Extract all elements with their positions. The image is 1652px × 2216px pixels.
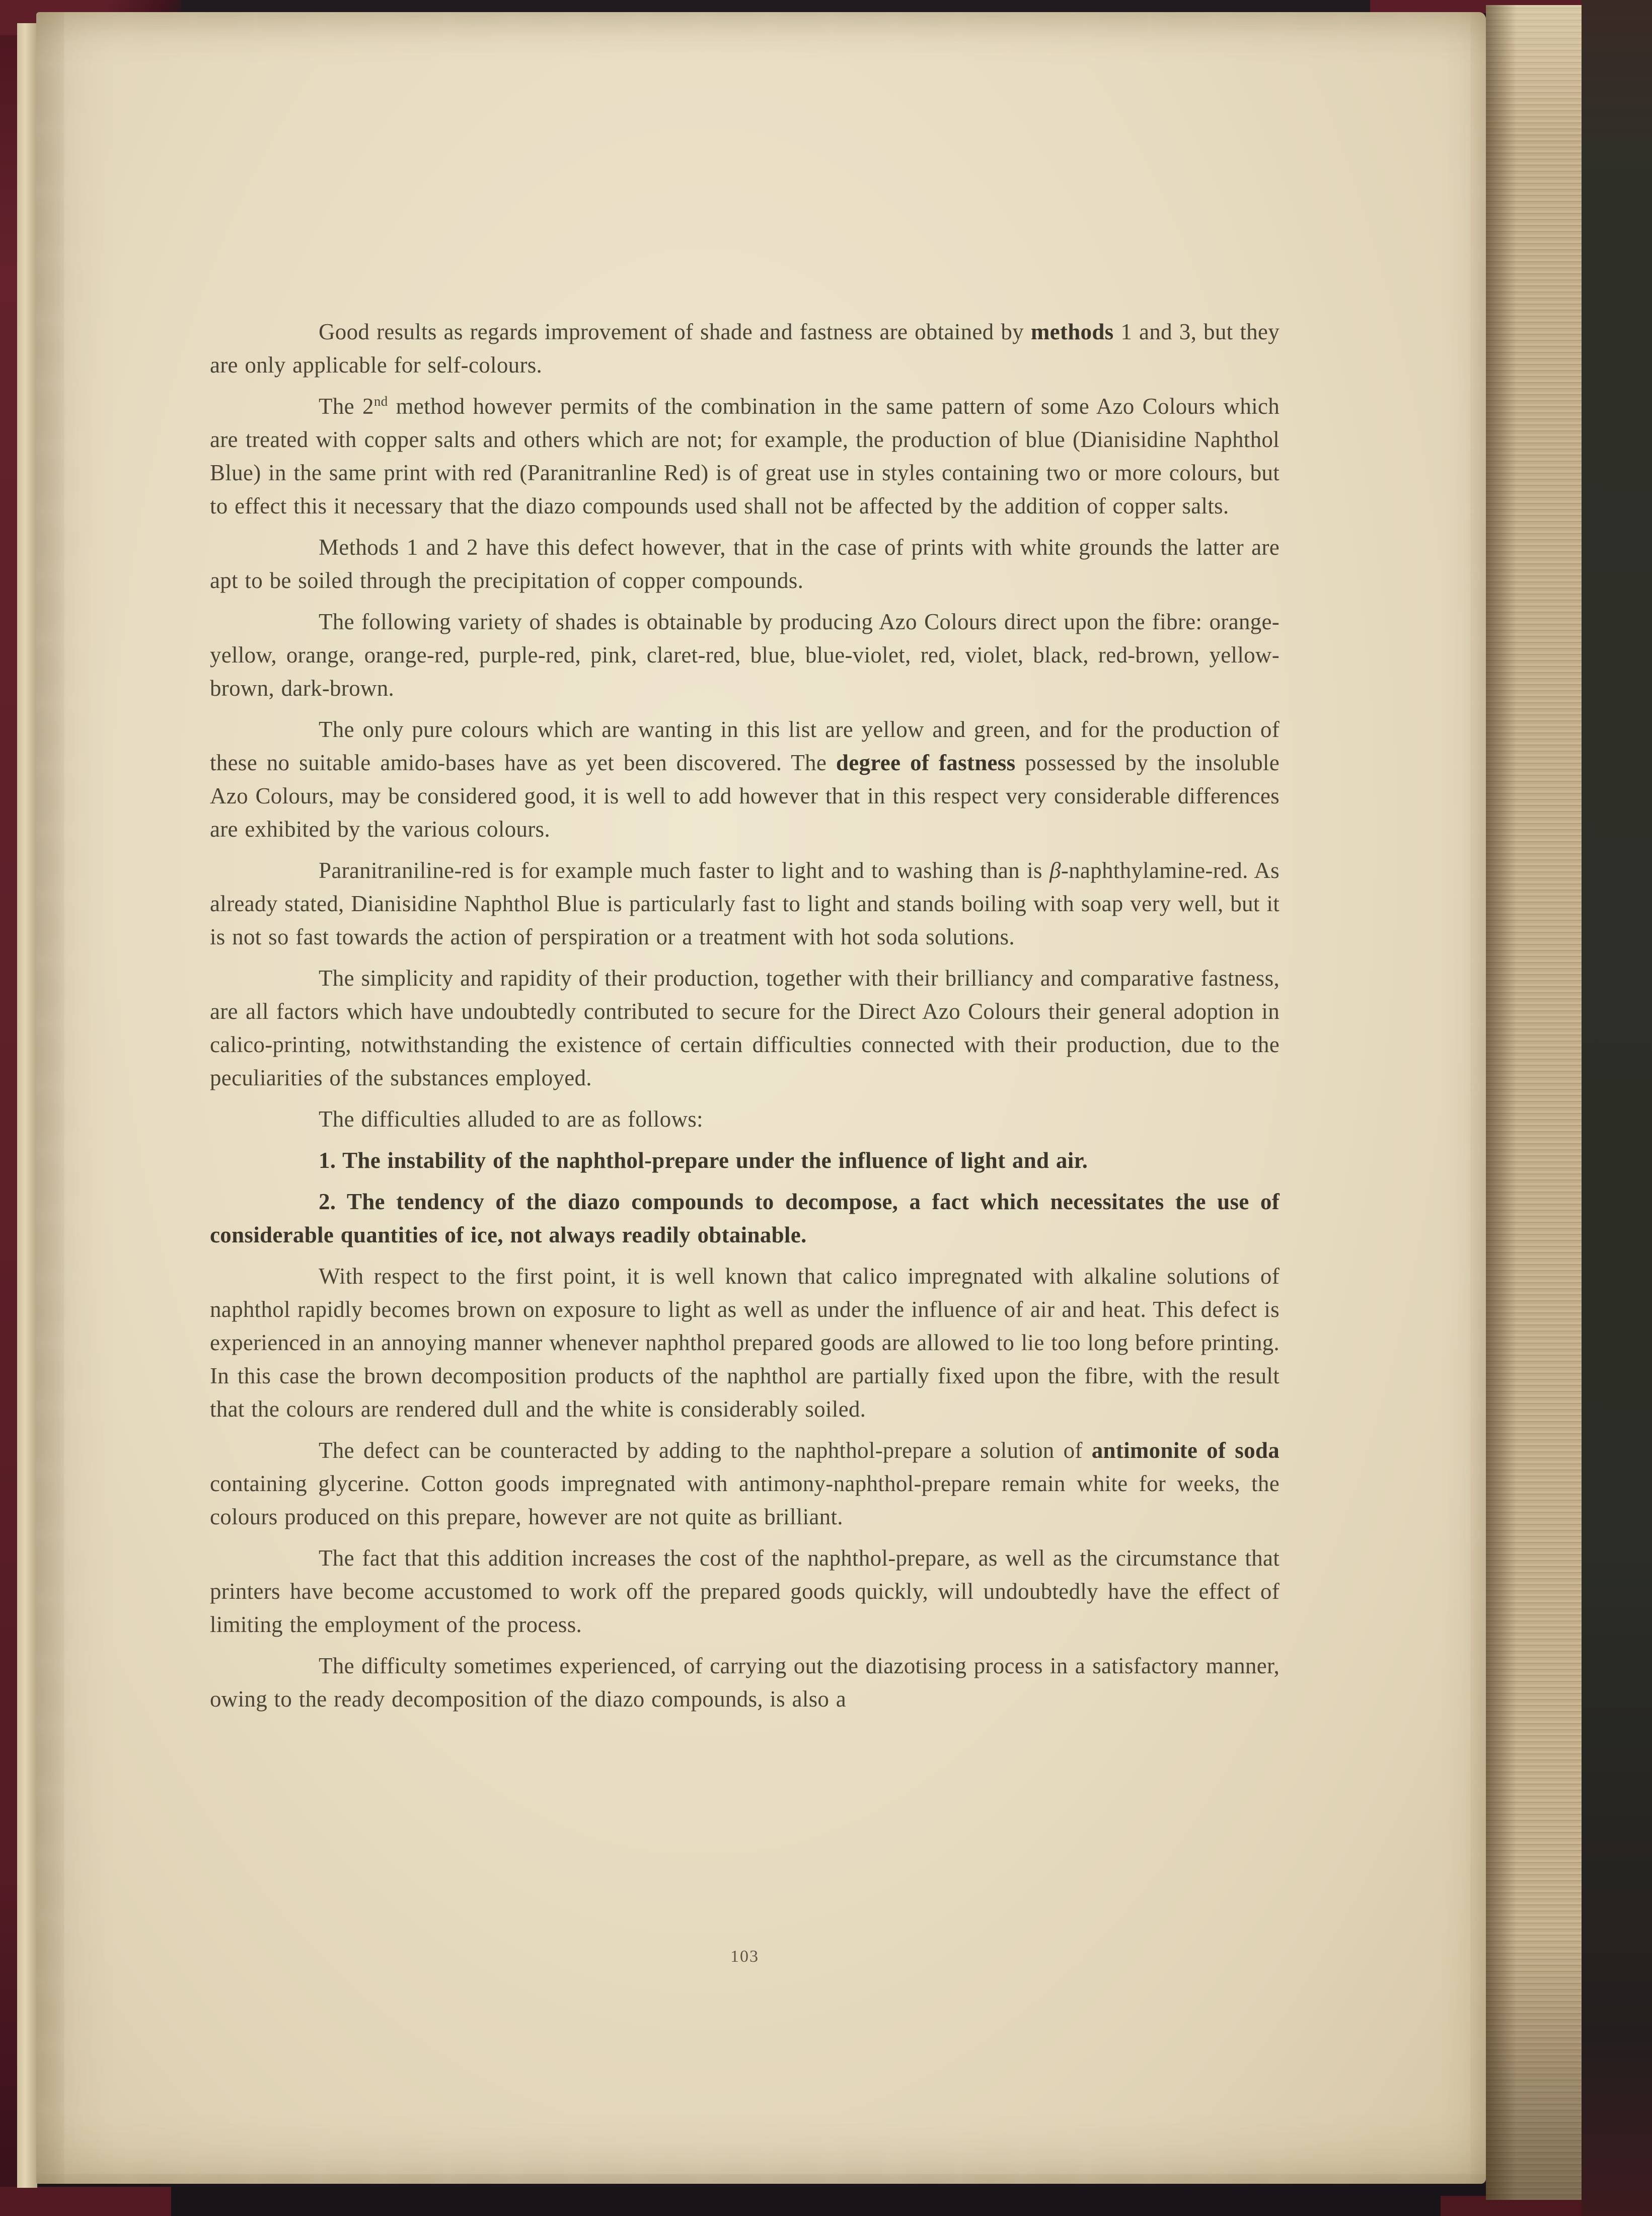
text-segment: The difficulties alluded to are as follows: xyxy=(319,1106,703,1132)
text-segment: possessed by the insoluble Azo Colours, may be considered good, it is well to add however that in this respect very considerable differences are exhibited by the various colours. xyxy=(210,750,1280,842)
underlying-page-edge xyxy=(17,23,37,2188)
text-segment: 1 and 3, but they are only applicable for self-colours. xyxy=(210,319,1280,378)
text-segment: With respect to the first point, it is well known that calico impregnated with alkaline solutions of naphthol rapidly becomes brown on exposure to light as well as under the influence of air and heat. This defect is experienced in an annoying manner whenever naphthol prepared goods are allowed to lie too long before printing. In this case the brown decomposition products of the naphthol are partially fixed upon the fibre, with the result that the colours are rendered dull and the white is considerably soiled. xyxy=(210,1264,1280,1422)
text-segment: The simplicity and rapidity of their production, together with their brilliancy and comparative fastness, are all factors which have undoubtedly contributed to secure for the Direct Azo Colours their general adoption in calico-printing, notwithstanding the existence of certain difficulties connected with their production, due to the peculiarities of the substances employed. xyxy=(210,966,1280,1090)
text-segment: 1. The instability of the naphthol-prepare under the influence of light and air. xyxy=(319,1148,1088,1173)
page-text-block xyxy=(210,315,1280,1724)
text-segment: -naphthylamine-red. As already stated, Dianisidine Naphthol Blue is particularly fast to light and stands boiling with soap very well, but it is not so fast towards the action of perspiration or a treatment with hot soda solutions. xyxy=(210,858,1280,949)
paragraph xyxy=(210,1649,1280,1716)
text-segment: The 2 xyxy=(319,394,374,419)
text-segment: The fact that this addition increases the cost of the naphthol-prepare, as well as the circumstance that printers have become accustomed to work off the prepared goods quickly, will undoubtedly have the effect of limiting the employment of the process. xyxy=(210,1545,1280,1637)
cover-corner-bottom-left xyxy=(0,2187,171,2216)
paragraph xyxy=(210,713,1280,846)
text-segment: The following variety of shades is obtainable by producing Azo Colours direct upon the fibre: orange-yellow, orange, orange-red, purple-red, pink, claret-red, blue, blue-violet, red, violet, black, red-brown, yellow-brown, dark-brown. xyxy=(210,609,1280,701)
paragraph xyxy=(210,1260,1280,1426)
book-page xyxy=(36,12,1486,2184)
book-cover-left-edge xyxy=(0,0,17,2216)
page-number: 103 xyxy=(730,1947,759,1966)
text-segment: β xyxy=(1049,858,1061,883)
text-segment: containing glycerine. Cotton goods impregnated with antimony-naphthol-prepare remain white for weeks, the colours produced on this prepare, however are not quite as brilliant. xyxy=(210,1471,1280,1529)
text-segment: nd xyxy=(373,394,388,409)
text-segment: Good results as regards improvement of shade and fastness are obtained by xyxy=(319,319,1031,344)
text-segment: 2. The tendency of the diazo compounds to decompose, a fact which necessitates the use of considerable quantities of ice, not always readily obtainable. xyxy=(210,1189,1280,1247)
text-segment: The defect can be counteracted by adding to the naphthol-prepare a solution of xyxy=(319,1438,1092,1463)
paragraph xyxy=(210,315,1280,382)
text-segment: methods xyxy=(1030,319,1114,344)
numbered-item xyxy=(210,1185,1280,1251)
text-segment: The only pure colours which are wanting in this list are yellow and green, and for the production of these no suitable amido-bases have as yet been discovered. The xyxy=(210,717,1280,775)
paragraph xyxy=(210,1541,1280,1641)
paragraph xyxy=(210,605,1280,705)
book-cover-right-edge xyxy=(1582,0,1652,2216)
text-segment: degree of fastness xyxy=(836,750,1016,775)
text-segment: The difficulty sometimes experienced, of carrying out the diazotising process in a satisfactory manner, owing to the ready decomposition of the diazo compounds, is also a xyxy=(210,1653,1280,1712)
text-segment: antimonite of soda xyxy=(1091,1438,1280,1463)
paragraph xyxy=(210,531,1280,597)
paragraph xyxy=(210,1102,1280,1136)
paragraph xyxy=(210,854,1280,953)
stacked-page-edges xyxy=(1486,5,1582,2200)
book-cover-bottom-edge xyxy=(0,2188,1652,2216)
text-segment: method however permits of the combination in the same pattern of some Azo Colours which are treated with copper salts and others which are not; for example, the production of blue (Dianisidine Naphthol Blue) in the same print with red (Paranitranline Red) is of great use in styles containing two or more colours, but to effect this it necessary that the diazo compounds used shall not be affected by the addition of copper salts. xyxy=(210,394,1280,519)
paragraph xyxy=(210,962,1280,1094)
text-segment: Methods 1 and 2 have this defect however, that in the case of prints with white grounds the latter are apt to be soiled through the precipitation of copper compounds. xyxy=(210,535,1280,593)
text-segment: Paranitraniline-red is for example much faster to light and to washing than is xyxy=(319,858,1050,883)
paragraph xyxy=(210,390,1280,523)
paragraph xyxy=(210,1434,1280,1533)
numbered-item xyxy=(210,1144,1280,1177)
